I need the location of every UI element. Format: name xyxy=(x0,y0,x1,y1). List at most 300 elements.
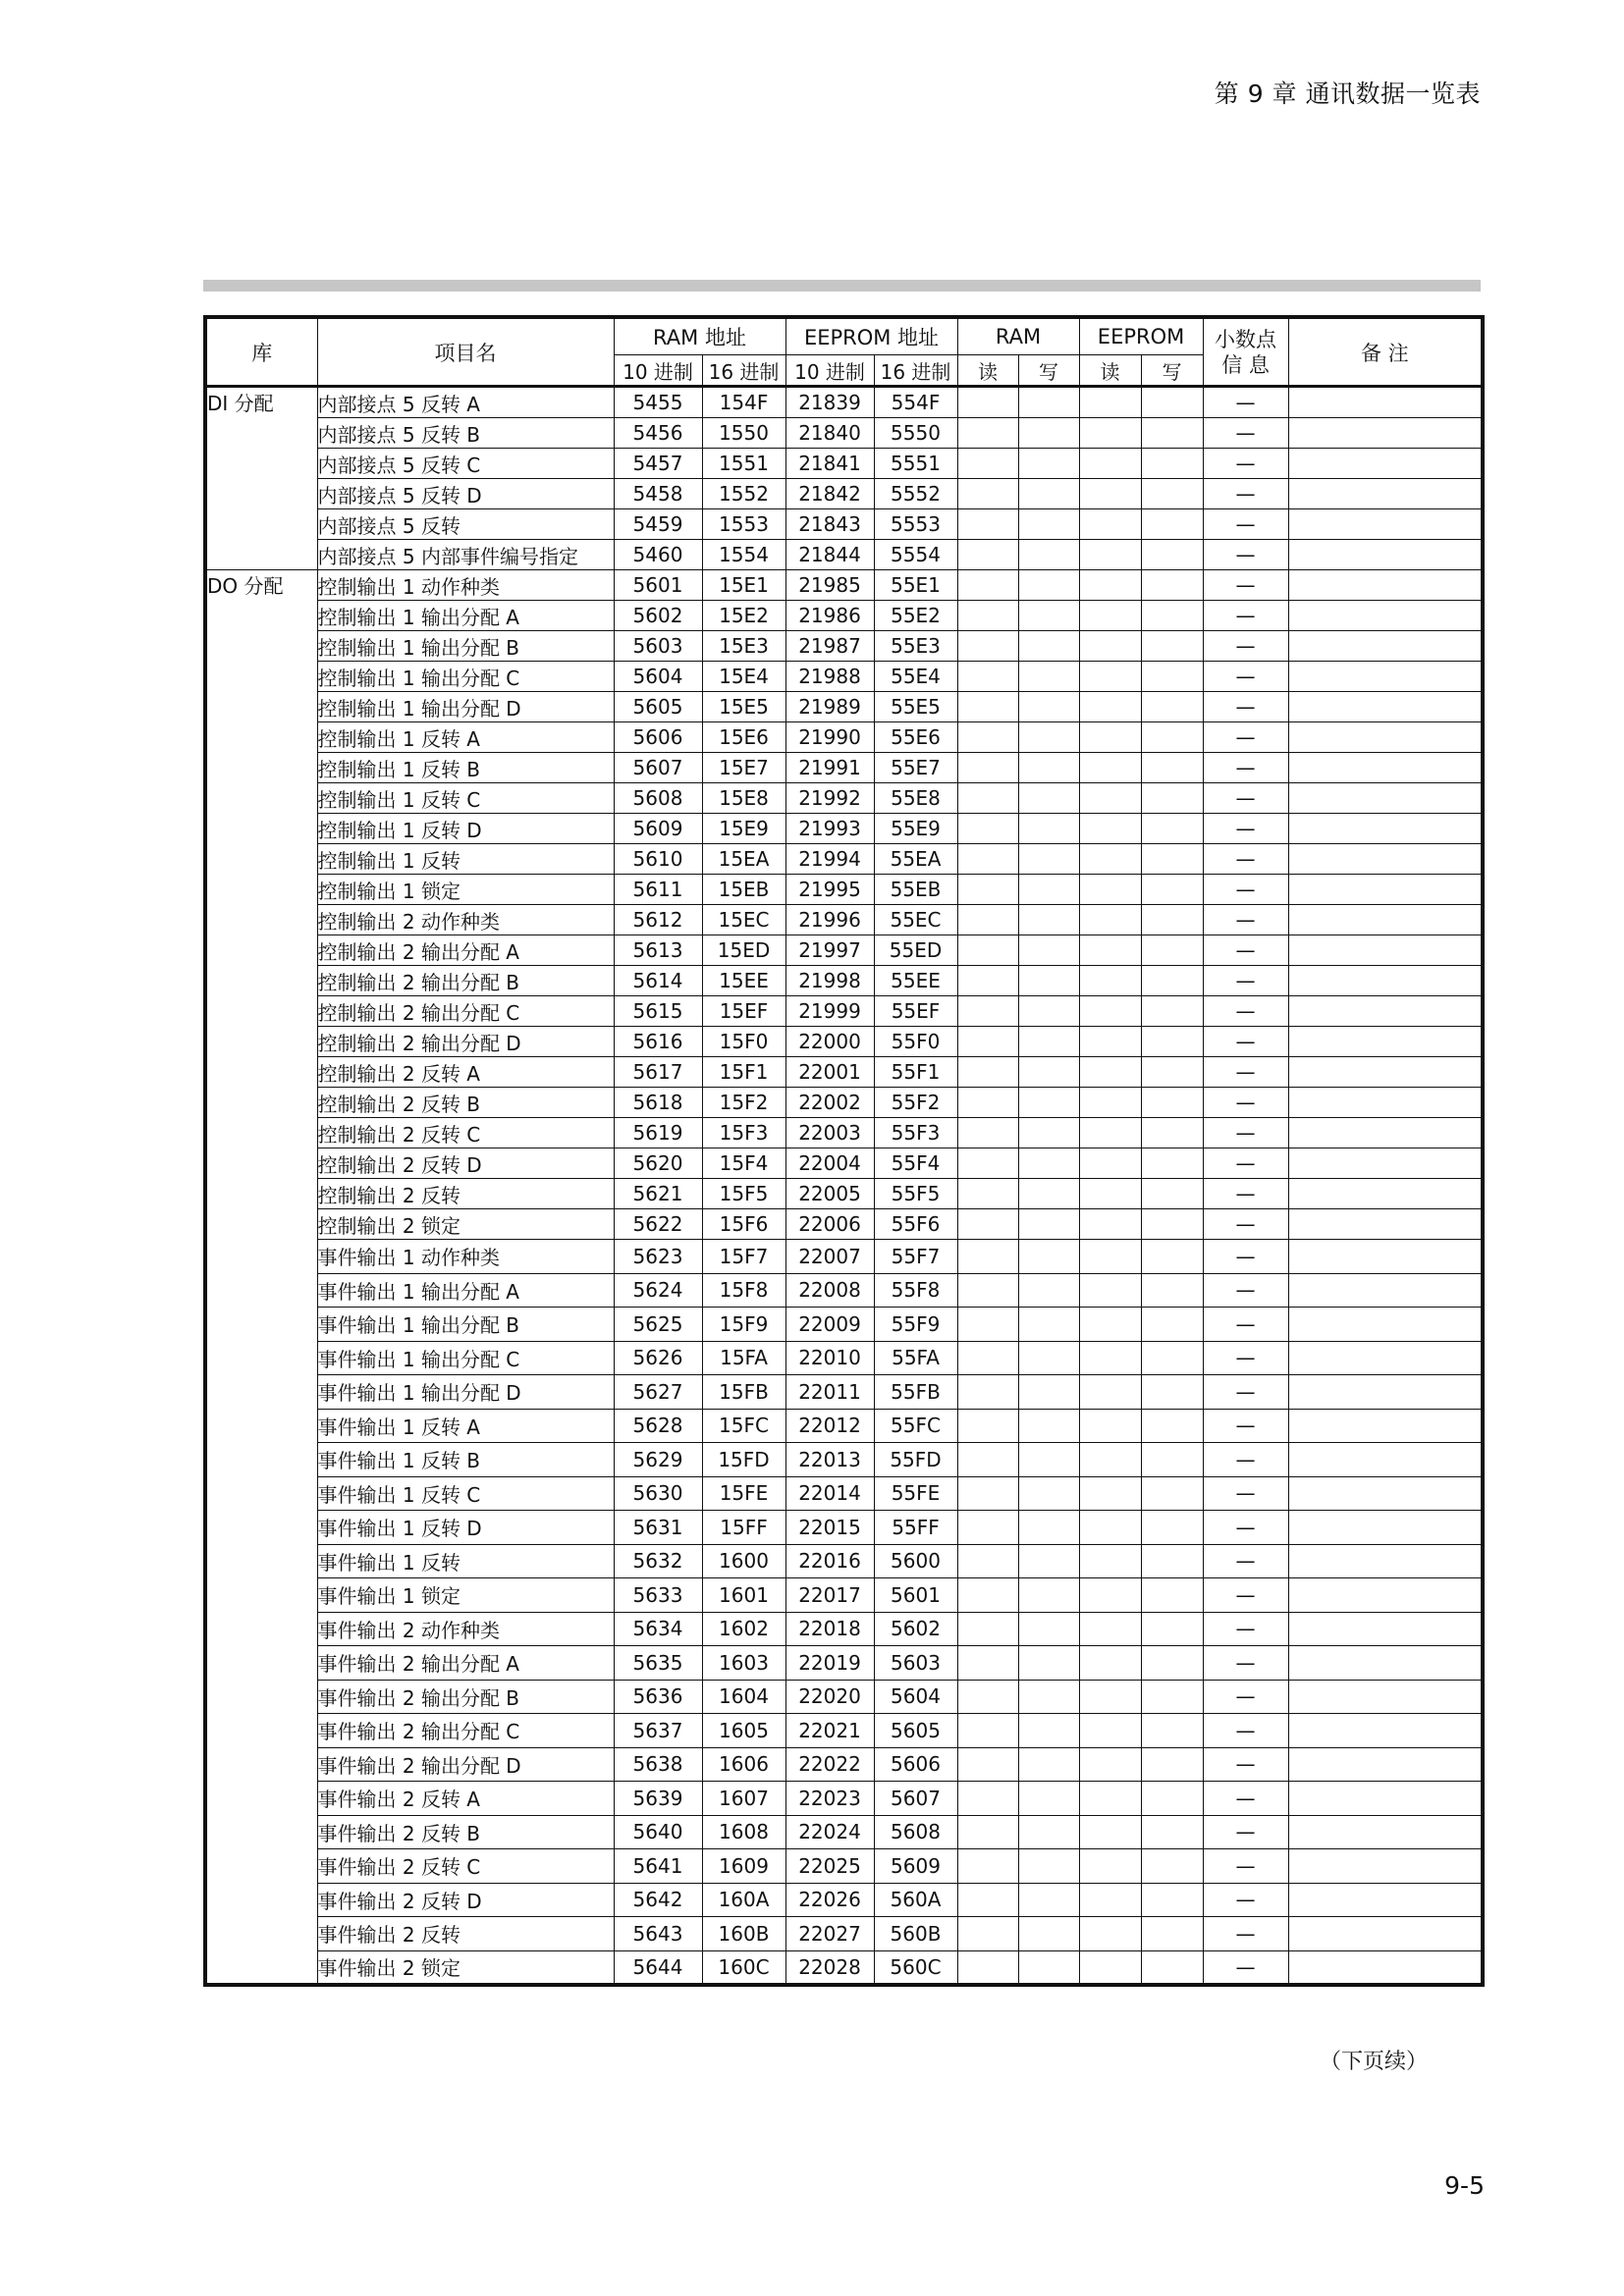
ram-dec-cell: 5629 xyxy=(614,1443,702,1477)
ram-read-cell xyxy=(957,1240,1018,1274)
item-name-cell: 控制输出 1 反转 D xyxy=(317,814,614,844)
item-name-cell: 控制输出 2 锁定 xyxy=(317,1209,614,1240)
decimal-info-cell: — xyxy=(1203,966,1288,996)
item-name-cell: 事件输出 1 输出分配 C xyxy=(317,1341,614,1375)
remarks-cell xyxy=(1288,905,1483,935)
eeprom-write-cell xyxy=(1141,570,1203,601)
eeprom-read-cell xyxy=(1079,1476,1141,1511)
ram-write-cell xyxy=(1018,1443,1079,1477)
ram-write-cell xyxy=(1018,387,1079,418)
item-name-cell: 内部接点 5 内部事件编号指定 xyxy=(317,540,614,570)
ram-read-cell xyxy=(957,814,1018,844)
eeprom-read-cell xyxy=(1079,1118,1141,1148)
ram-hex-cell: 1609 xyxy=(702,1849,785,1884)
ram-write-cell xyxy=(1018,783,1079,814)
eeprom-hex-cell: 5550 xyxy=(874,418,957,449)
ram-read-cell xyxy=(957,1088,1018,1118)
eeprom-hex-cell: 55FA xyxy=(874,1341,957,1375)
decimal-info-cell: — xyxy=(1203,1950,1288,1985)
eeprom-dec-cell: 21992 xyxy=(785,783,874,814)
ram-read-cell xyxy=(957,1027,1018,1057)
remarks-cell xyxy=(1288,1782,1483,1816)
eeprom-write-cell xyxy=(1141,905,1203,935)
eeprom-write-cell xyxy=(1141,631,1203,662)
item-name-cell: 事件输出 2 反转 A xyxy=(317,1782,614,1816)
ram-read-cell xyxy=(957,1849,1018,1884)
ram-hex-cell: 15EF xyxy=(702,996,785,1027)
table-row xyxy=(205,875,1483,905)
ram-hex-cell: 154F xyxy=(702,387,785,418)
table-row xyxy=(205,1646,1483,1681)
ram-write-cell xyxy=(1018,996,1079,1027)
ram-hex-cell: 1606 xyxy=(702,1747,785,1782)
eeprom-read-cell xyxy=(1079,1815,1141,1849)
ram-hex-cell: 15F1 xyxy=(702,1057,785,1088)
item-name-cell: 控制输出 1 输出分配 A xyxy=(317,601,614,631)
ram-read-cell xyxy=(957,1747,1018,1782)
header-rule xyxy=(203,280,1481,292)
ram-write-cell xyxy=(1018,1308,1079,1342)
ram-read-cell xyxy=(957,1782,1018,1816)
remarks-cell xyxy=(1288,631,1483,662)
remarks-cell xyxy=(1288,692,1483,722)
ram-read-cell xyxy=(957,1680,1018,1714)
remarks-cell xyxy=(1288,1273,1483,1308)
item-name-cell: 事件输出 2 反转 xyxy=(317,1917,614,1951)
decimal-info-cell: — xyxy=(1203,814,1288,844)
ram-dec-cell: 5625 xyxy=(614,1308,702,1342)
item-name-cell: 事件输出 2 输出分配 D xyxy=(317,1747,614,1782)
decimal-info-cell: — xyxy=(1203,1409,1288,1443)
eeprom-write-cell xyxy=(1141,1409,1203,1443)
ram-hex-cell: 160A xyxy=(702,1883,785,1917)
eeprom-write-cell xyxy=(1141,783,1203,814)
item-name-cell: 事件输出 1 反转 B xyxy=(317,1443,614,1477)
remarks-cell xyxy=(1288,1409,1483,1443)
ram-write-cell xyxy=(1018,692,1079,722)
eeprom-dec-cell: 21985 xyxy=(785,570,874,601)
eeprom-read-cell xyxy=(1079,844,1141,875)
ram-hex-cell: 15F3 xyxy=(702,1118,785,1148)
ram-read-cell xyxy=(957,662,1018,692)
eeprom-write-cell xyxy=(1141,1088,1203,1118)
ram-dec-cell: 5617 xyxy=(614,1057,702,1088)
header-remarks: 备 注 xyxy=(1288,317,1483,387)
remarks-cell xyxy=(1288,1179,1483,1209)
ram-hex-cell: 15EC xyxy=(702,905,785,935)
decimal-info-cell: — xyxy=(1203,449,1288,479)
eeprom-write-cell xyxy=(1141,1612,1203,1646)
header-library: 库 xyxy=(205,317,317,387)
ram-dec-cell: 5610 xyxy=(614,844,702,875)
ram-hex-cell: 15EB xyxy=(702,875,785,905)
remarks-cell xyxy=(1288,875,1483,905)
remarks-cell xyxy=(1288,1148,1483,1179)
table-row xyxy=(205,1680,1483,1714)
table-row xyxy=(205,753,1483,783)
eeprom-dec-cell: 21990 xyxy=(785,722,874,753)
table-row xyxy=(205,1088,1483,1118)
table-row xyxy=(205,1917,1483,1951)
item-name-cell: 控制输出 1 锁定 xyxy=(317,875,614,905)
table-row xyxy=(205,631,1483,662)
table-row xyxy=(205,996,1483,1027)
eeprom-dec-cell: 22019 xyxy=(785,1646,874,1681)
item-name-cell: 事件输出 2 反转 C xyxy=(317,1849,614,1884)
ram-write-cell xyxy=(1018,1782,1079,1816)
eeprom-read-cell xyxy=(1079,1088,1141,1118)
decimal-info-cell: — xyxy=(1203,1027,1288,1057)
eeprom-write-cell xyxy=(1141,1476,1203,1511)
decimal-info-cell: — xyxy=(1203,1612,1288,1646)
eeprom-read-cell xyxy=(1079,875,1141,905)
ram-read-cell xyxy=(957,1341,1018,1375)
ram-write-cell xyxy=(1018,570,1079,601)
eeprom-read-cell xyxy=(1079,449,1141,479)
item-name-cell: 事件输出 2 锁定 xyxy=(317,1950,614,1985)
ram-read-cell xyxy=(957,722,1018,753)
ram-dec-cell: 5456 xyxy=(614,418,702,449)
table-row xyxy=(205,935,1483,966)
eeprom-write-cell xyxy=(1141,449,1203,479)
ram-read-cell xyxy=(957,1714,1018,1748)
ram-write-cell xyxy=(1018,1883,1079,1917)
ram-dec-cell: 5636 xyxy=(614,1680,702,1714)
eeprom-write-cell xyxy=(1141,844,1203,875)
eeprom-hex-cell: 55F4 xyxy=(874,1148,957,1179)
ram-dec-cell: 5633 xyxy=(614,1578,702,1613)
ram-read-cell xyxy=(957,1308,1018,1342)
ram-hex-cell: 1554 xyxy=(702,540,785,570)
remarks-cell xyxy=(1288,570,1483,601)
ram-read-cell xyxy=(957,1511,1018,1545)
remarks-cell xyxy=(1288,662,1483,692)
ram-hex-cell: 15FB xyxy=(702,1375,785,1410)
eeprom-write-cell xyxy=(1141,1148,1203,1179)
item-name-cell: 控制输出 1 反转 xyxy=(317,844,614,875)
item-name-cell: 控制输出 2 反转 xyxy=(317,1179,614,1209)
eeprom-write-cell xyxy=(1141,1027,1203,1057)
eeprom-write-cell xyxy=(1141,1883,1203,1917)
table-row xyxy=(205,387,1483,418)
ram-write-cell xyxy=(1018,753,1079,783)
item-name-cell: 控制输出 2 反转 B xyxy=(317,1088,614,1118)
eeprom-hex-cell: 560C xyxy=(874,1950,957,1985)
ram-dec-cell: 5626 xyxy=(614,1341,702,1375)
library-cell: DI 分配 xyxy=(205,387,317,570)
decimal-info-cell: — xyxy=(1203,1179,1288,1209)
remarks-cell xyxy=(1288,479,1483,509)
eeprom-dec-cell: 21840 xyxy=(785,418,874,449)
eeprom-write-cell xyxy=(1141,1273,1203,1308)
eeprom-read-cell xyxy=(1079,601,1141,631)
eeprom-hex-cell: 55EF xyxy=(874,996,957,1027)
eeprom-hex-cell: 5608 xyxy=(874,1815,957,1849)
table-row xyxy=(205,1308,1483,1342)
eeprom-write-cell xyxy=(1141,1375,1203,1410)
eeprom-dec-cell: 22027 xyxy=(785,1917,874,1951)
eeprom-hex-cell: 560A xyxy=(874,1883,957,1917)
eeprom-hex-cell: 55EB xyxy=(874,875,957,905)
table-row xyxy=(205,662,1483,692)
eeprom-write-cell xyxy=(1141,1782,1203,1816)
table-row xyxy=(205,692,1483,722)
ram-hex-cell: 15E6 xyxy=(702,722,785,753)
eeprom-hex-cell: 55E6 xyxy=(874,722,957,753)
eeprom-dec-cell: 22001 xyxy=(785,1057,874,1088)
table-row xyxy=(205,449,1483,479)
table-row xyxy=(205,1511,1483,1545)
eeprom-hex-cell: 5602 xyxy=(874,1612,957,1646)
eeprom-hex-cell: 5605 xyxy=(874,1714,957,1748)
eeprom-dec-cell: 21839 xyxy=(785,387,874,418)
ram-hex-cell: 15F2 xyxy=(702,1088,785,1118)
decimal-info-cell: — xyxy=(1203,1118,1288,1148)
ram-write-cell xyxy=(1018,540,1079,570)
remarks-cell xyxy=(1288,509,1483,540)
remarks-cell xyxy=(1288,753,1483,783)
remarks-cell xyxy=(1288,1443,1483,1477)
decimal-info-cell: — xyxy=(1203,479,1288,509)
ram-dec-cell: 5605 xyxy=(614,692,702,722)
item-name-cell: 内部接点 5 反转 B xyxy=(317,418,614,449)
item-name-cell: 控制输出 2 输出分配 C xyxy=(317,996,614,1027)
header-ram: RAM xyxy=(957,317,1079,355)
ram-write-cell xyxy=(1018,875,1079,905)
ram-write-cell xyxy=(1018,1680,1079,1714)
ram-read-cell xyxy=(957,1375,1018,1410)
page-number: 9-5 xyxy=(1444,2171,1485,2200)
eeprom-write-cell xyxy=(1141,875,1203,905)
ram-write-cell xyxy=(1018,1088,1079,1118)
header-eeprom-write: 写 xyxy=(1141,355,1203,387)
ram-hex-cell: 1604 xyxy=(702,1680,785,1714)
eeprom-write-cell xyxy=(1141,1815,1203,1849)
eeprom-hex-cell: 55E7 xyxy=(874,753,957,783)
decimal-info-cell: — xyxy=(1203,1308,1288,1342)
eeprom-read-cell xyxy=(1079,1409,1141,1443)
ram-write-cell xyxy=(1018,1179,1079,1209)
ram-read-cell xyxy=(957,1148,1018,1179)
decimal-info-cell: — xyxy=(1203,1883,1288,1917)
table-row xyxy=(205,1714,1483,1748)
ram-dec-cell: 5644 xyxy=(614,1950,702,1985)
ram-hex-cell: 15F6 xyxy=(702,1209,785,1240)
ram-dec-cell: 5622 xyxy=(614,1209,702,1240)
eeprom-hex-cell: 55EC xyxy=(874,905,957,935)
eeprom-write-cell xyxy=(1141,509,1203,540)
ram-dec-cell: 5638 xyxy=(614,1747,702,1782)
eeprom-read-cell xyxy=(1079,1209,1141,1240)
eeprom-hex-cell: 55EE xyxy=(874,966,957,996)
ram-hex-cell: 1608 xyxy=(702,1815,785,1849)
eeprom-read-cell xyxy=(1079,1341,1141,1375)
table-row xyxy=(205,1179,1483,1209)
eeprom-write-cell xyxy=(1141,1578,1203,1613)
chapter-title: 第 9 章 通讯数据一览表 xyxy=(1214,80,1481,108)
remarks-cell xyxy=(1288,1118,1483,1148)
eeprom-hex-cell: 5554 xyxy=(874,540,957,570)
eeprom-read-cell xyxy=(1079,662,1141,692)
decimal-info-cell: — xyxy=(1203,692,1288,722)
eeprom-dec-cell: 22023 xyxy=(785,1782,874,1816)
ram-write-cell xyxy=(1018,1511,1079,1545)
eeprom-dec-cell: 22026 xyxy=(785,1883,874,1917)
eeprom-read-cell xyxy=(1079,1646,1141,1681)
table-row xyxy=(205,966,1483,996)
decimal-info-cell: — xyxy=(1203,1443,1288,1477)
ram-write-cell xyxy=(1018,1476,1079,1511)
eeprom-hex-cell: 5606 xyxy=(874,1747,957,1782)
ram-read-cell xyxy=(957,509,1018,540)
header-eeprom-address: EEPROM 地址 xyxy=(785,317,957,355)
ram-dec-cell: 5630 xyxy=(614,1476,702,1511)
ram-hex-cell: 15FA xyxy=(702,1341,785,1375)
eeprom-dec-cell: 21997 xyxy=(785,935,874,966)
eeprom-dec-cell: 22017 xyxy=(785,1578,874,1613)
ram-dec-cell: 5459 xyxy=(614,509,702,540)
eeprom-dec-cell: 22024 xyxy=(785,1815,874,1849)
header-decimal-info-line1: 小数点 xyxy=(1215,327,1277,351)
eeprom-dec-cell: 21843 xyxy=(785,509,874,540)
item-name-cell: 事件输出 2 反转 D xyxy=(317,1883,614,1917)
ram-write-cell xyxy=(1018,509,1079,540)
ram-write-cell xyxy=(1018,1240,1079,1274)
library-cell: DO 分配 xyxy=(205,570,317,1985)
remarks-cell xyxy=(1288,1057,1483,1088)
ram-read-cell xyxy=(957,449,1018,479)
ram-write-cell xyxy=(1018,935,1079,966)
eeprom-hex-cell: 55F7 xyxy=(874,1240,957,1274)
table-row xyxy=(205,905,1483,935)
ram-dec-cell: 5602 xyxy=(614,601,702,631)
decimal-info-cell: — xyxy=(1203,1209,1288,1240)
eeprom-write-cell xyxy=(1141,662,1203,692)
eeprom-read-cell xyxy=(1079,1308,1141,1342)
ram-dec-cell: 5634 xyxy=(614,1612,702,1646)
eeprom-dec-cell: 21842 xyxy=(785,479,874,509)
decimal-info-cell: — xyxy=(1203,1578,1288,1613)
eeprom-read-cell xyxy=(1079,1950,1141,1985)
ram-hex-cell: 1601 xyxy=(702,1578,785,1613)
eeprom-write-cell xyxy=(1141,935,1203,966)
ram-read-cell xyxy=(957,1118,1018,1148)
header-decimal-info-line2: 信 息 xyxy=(1221,352,1270,377)
ram-write-cell xyxy=(1018,722,1079,753)
eeprom-dec-cell: 21994 xyxy=(785,844,874,875)
ram-write-cell xyxy=(1018,1612,1079,1646)
eeprom-read-cell xyxy=(1079,722,1141,753)
eeprom-read-cell xyxy=(1079,1148,1141,1179)
item-name-cell: 控制输出 2 反转 A xyxy=(317,1057,614,1088)
eeprom-hex-cell: 5551 xyxy=(874,449,957,479)
eeprom-dec-cell: 22028 xyxy=(785,1950,874,1985)
item-name-cell: 事件输出 1 输出分配 A xyxy=(317,1273,614,1308)
remarks-cell xyxy=(1288,601,1483,631)
eeprom-write-cell xyxy=(1141,1849,1203,1884)
eeprom-dec-cell: 21993 xyxy=(785,814,874,844)
item-name-cell: 事件输出 1 反转 xyxy=(317,1544,614,1578)
ram-hex-cell: 15FF xyxy=(702,1511,785,1545)
ram-read-cell xyxy=(957,1950,1018,1985)
ram-write-cell xyxy=(1018,479,1079,509)
item-name-cell: 事件输出 2 输出分配 C xyxy=(317,1714,614,1748)
header-eeprom: EEPROM xyxy=(1079,317,1203,355)
eeprom-dec-cell: 22016 xyxy=(785,1544,874,1578)
decimal-info-cell: — xyxy=(1203,1240,1288,1274)
remarks-cell xyxy=(1288,1476,1483,1511)
eeprom-write-cell xyxy=(1141,540,1203,570)
ram-read-cell xyxy=(957,1409,1018,1443)
eeprom-hex-cell: 55E9 xyxy=(874,814,957,844)
remarks-cell xyxy=(1288,1950,1483,1985)
ram-read-cell xyxy=(957,1917,1018,1951)
eeprom-read-cell xyxy=(1079,1782,1141,1816)
eeprom-dec-cell: 21998 xyxy=(785,966,874,996)
eeprom-hex-cell: 5552 xyxy=(874,479,957,509)
ram-dec-cell: 5632 xyxy=(614,1544,702,1578)
ram-read-cell xyxy=(957,1646,1018,1681)
ram-dec-cell: 5635 xyxy=(614,1646,702,1681)
table-row xyxy=(205,1273,1483,1308)
remarks-cell xyxy=(1288,783,1483,814)
item-name-cell: 事件输出 1 输出分配 B xyxy=(317,1308,614,1342)
remarks-cell xyxy=(1288,449,1483,479)
eeprom-hex-cell: 55F6 xyxy=(874,1209,957,1240)
eeprom-hex-cell: 55F5 xyxy=(874,1179,957,1209)
ram-read-cell xyxy=(957,418,1018,449)
ram-dec-cell: 5607 xyxy=(614,753,702,783)
decimal-info-cell: — xyxy=(1203,1782,1288,1816)
eeprom-read-cell xyxy=(1079,540,1141,570)
ram-read-cell xyxy=(957,844,1018,875)
eeprom-dec-cell: 22015 xyxy=(785,1511,874,1545)
decimal-info-cell: — xyxy=(1203,1476,1288,1511)
eeprom-read-cell xyxy=(1079,631,1141,662)
table-row xyxy=(205,1883,1483,1917)
decimal-info-cell: — xyxy=(1203,1511,1288,1545)
ram-dec-cell: 5619 xyxy=(614,1118,702,1148)
remarks-cell xyxy=(1288,418,1483,449)
table-row xyxy=(205,722,1483,753)
decimal-info-cell: — xyxy=(1203,1747,1288,1782)
eeprom-read-cell xyxy=(1079,1443,1141,1477)
ram-read-cell xyxy=(957,905,1018,935)
ram-hex-cell: 15FE xyxy=(702,1476,785,1511)
ram-dec-cell: 5460 xyxy=(614,540,702,570)
ram-read-cell xyxy=(957,1179,1018,1209)
remarks-cell xyxy=(1288,1375,1483,1410)
eeprom-hex-cell: 55E2 xyxy=(874,601,957,631)
eeprom-hex-cell: 5603 xyxy=(874,1646,957,1681)
decimal-info-cell: — xyxy=(1203,1849,1288,1884)
ram-read-cell xyxy=(957,1476,1018,1511)
eeprom-hex-cell: 55F8 xyxy=(874,1273,957,1308)
ram-hex-cell: 15E8 xyxy=(702,783,785,814)
remarks-cell xyxy=(1288,1308,1483,1342)
ram-dec-cell: 5616 xyxy=(614,1027,702,1057)
remarks-cell xyxy=(1288,1612,1483,1646)
decimal-info-cell: — xyxy=(1203,905,1288,935)
remarks-cell xyxy=(1288,1747,1483,1782)
ram-dec-cell: 5603 xyxy=(614,631,702,662)
table-row xyxy=(205,1578,1483,1613)
ram-write-cell xyxy=(1018,1578,1079,1613)
ram-hex-cell: 15ED xyxy=(702,935,785,966)
decimal-info-cell: — xyxy=(1203,1088,1288,1118)
table-row xyxy=(205,1782,1483,1816)
ram-read-cell xyxy=(957,1815,1018,1849)
